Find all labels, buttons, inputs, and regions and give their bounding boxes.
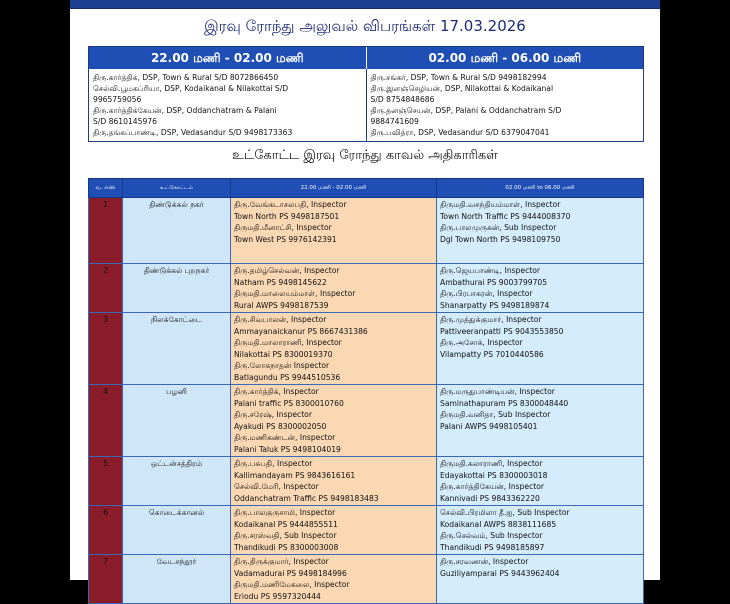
officer-line: Edayakottai PS 8300003018 (440, 470, 548, 480)
officer-line: திருமதி.மாலையம்மாள், Inspector (234, 289, 356, 298)
officer-line: திரு.லோகநாதன் Inspector (234, 361, 330, 370)
officer-line: Pattiveeranpatti PS 9043553850 (440, 326, 564, 336)
officer-line: திருமதி.மணிமேகலை, Inspector (234, 580, 350, 589)
shift-1-officer-cell (231, 385, 437, 457)
officer-line: திரு.சரஸ்வதி, Sub Inspector (234, 531, 337, 540)
shift-2-line: திரு.பவித்ரா, DSP, Vedasandur S/D 6379047041 (370, 128, 550, 137)
header-bar (70, 0, 660, 9)
officer-line: திரு.மணிகண்டன், Inspector (234, 433, 336, 442)
shift-2-line: திரு.சங்கர், DSP, Town & Rural S/D 9498182994 (370, 73, 547, 82)
officer-line: Thandikudi PS 9498185897 (440, 542, 545, 552)
shift-body (89, 69, 643, 141)
officer-line: திரு.திருக்குமார், Inspector (234, 557, 329, 566)
officer-line: Natham PS 9498145622 (234, 277, 327, 287)
subdivision-name: வேடசந்தூர் (123, 555, 231, 604)
officer-line: திருமதி.வசந்தியம்மாள், Inspector (440, 200, 561, 209)
table-row (89, 198, 644, 264)
officer-line: Kodaikanal PS 9444855511 (234, 519, 338, 529)
officer-line: Shanarpatty PS 9498189874 (440, 300, 550, 310)
table-row (89, 555, 644, 604)
officer-line: திரு.பிரபாகரன், Inspector (440, 289, 533, 298)
officer-line: Kallimandayam PS 9843616161 (234, 470, 356, 480)
shift-1-line: திரு.கார்த்திக், DSP, Town & Rural S/D 8072866450 (93, 73, 279, 82)
officer-line: Batlagundu PS 9944510536 (234, 372, 341, 382)
shift-2-officers (367, 69, 644, 141)
row-number: 5 (89, 457, 123, 506)
col-header-unit: உட்கோட்டம் (123, 179, 231, 198)
subdivision-name: திண்டுக்கல் நகர் (123, 198, 231, 264)
table-row (89, 506, 644, 555)
shift-2-officer-cell (437, 264, 644, 313)
shift-1-officer-cell (231, 198, 437, 264)
officer-line: Rural AWPS 9498187539 (234, 300, 329, 310)
table-row (89, 313, 644, 385)
officer-line: Vadamadurai PS 9498184996 (234, 568, 347, 578)
shift-2-label: 02.00 மணி - 06.00 மணி (428, 51, 582, 65)
subdivision-name: ஒட்டன்சத்திரம் (123, 457, 231, 506)
shift-1-label: 22.00 மணி - 02.00 மணி (89, 47, 367, 69)
officer-line: Palani AWPS 9498105401 (440, 421, 538, 431)
subdivision-name: திண்டுக்கல் புறநகர் (123, 264, 231, 313)
officer-line: Vilampatty PS 7010440586 (440, 349, 544, 359)
shift-2-line: திரு.தனஞ்செயன், DSP, Palani & Oddanchatram S/D (370, 106, 562, 115)
row-number: 1 (89, 198, 123, 264)
table-header-row (89, 179, 644, 198)
officer-line: Saminathapuram PS 8300048440 (440, 398, 569, 408)
patrol-table (88, 178, 644, 604)
officer-line: Ambathurai PS 9003799705 (440, 277, 548, 287)
col-header-no: வ. எண் (89, 179, 123, 198)
row-number: 2 (89, 264, 123, 313)
shift-1-officer-cell (231, 264, 437, 313)
officer-line: திருமதி.மாலாராணி, Inspector (234, 338, 342, 347)
officer-line: திரு.தமிழ்செல்வன், Inspector (234, 266, 340, 275)
officer-line: Town West PS 9976142391 (234, 234, 337, 244)
shift-2-officer-cell (437, 555, 644, 604)
table-row (89, 457, 644, 506)
shift-1-officer-cell (231, 457, 437, 506)
officer-line: Eriodu PS 9597320444 (234, 591, 321, 601)
officer-line: Ayakudi PS 8300002050 (234, 421, 327, 431)
shift-2-officer-cell (437, 457, 644, 506)
officer-line: Kannivadi PS 9843362220 (440, 493, 540, 503)
officer-line: திரு.சரவணன், Inspector (440, 557, 529, 566)
row-number: 4 (89, 385, 123, 457)
dsp-shift-box (88, 46, 644, 142)
subdivision-name: பழனி (123, 385, 231, 457)
section-subtitle: உட்கோட்ட இரவு ரோந்து காவல் அதிகாரிகள் (232, 148, 498, 163)
row-number: 3 (89, 313, 123, 385)
officer-line: Kodaikanal AWPS 8838111685 (440, 519, 557, 529)
officer-line: திரு.செல்வம், Sub Inspector (440, 531, 543, 540)
shift-1-officer-cell (231, 506, 437, 555)
shift-1-officers (89, 69, 367, 141)
officer-line: Town North PS 9498187501 (234, 211, 340, 221)
officer-line: திருமதி.மீனாட்சி, Inspector (234, 223, 332, 232)
shift-2-officer-cell (437, 313, 644, 385)
officer-line: திரு.ஜெயபாண்டி, Inspector (440, 266, 541, 275)
officer-line: Town North Traffic PS 9444008370 (440, 211, 571, 221)
officer-line: திரு.அசோக், Inspector (440, 338, 523, 347)
subdivision-name: கொடைக்கானல் (123, 506, 231, 555)
shift-1-line: 9965759056 (93, 95, 142, 104)
shift-1-line: S/D 8610145976 (93, 117, 157, 126)
row-number: 7 (89, 555, 123, 604)
officer-line: செல்வி.மேரி, Inspector (234, 482, 319, 491)
officer-line: Guziliyamparai PS 9443962404 (440, 568, 560, 578)
shift-1-officer-cell (231, 313, 437, 385)
officer-line: திரு.பாலமுருகன், Sub Inspector (440, 223, 557, 232)
page-title: இரவு ரோந்து அலுவல் விபரங்கள் 17.03.2026 (204, 17, 526, 35)
shift-header (89, 47, 643, 69)
shift-1-line: திரு.தங்கப்பாண்டி, DSP, Vedasandur S/D 9498173363 (93, 128, 293, 137)
subdivision-name: நிலக்கோட்டை (123, 313, 231, 385)
officer-line: Ammayanaickanur PS 8667431386 (234, 326, 368, 336)
officer-line: திரு.முத்துக்குமார், Inspector (440, 315, 542, 324)
officer-line: Palani traffic PS 8300010760 (234, 398, 344, 408)
table-row (89, 385, 644, 457)
shift-1-line: செல்வி.பூமகப்ரியா, DSP, Kodaikanal & Nilakottai S/D (93, 84, 289, 93)
officer-line: திரு.கார்த்திகேயன், Inspector (440, 482, 545, 491)
document-page (70, 0, 660, 601)
officer-line: திரு.பாலகுருசாமி, Inspector (234, 508, 336, 517)
shift-2-line: 9884741609 (370, 117, 419, 126)
officer-line: திரு.சரேஷ், Inspector (234, 410, 312, 419)
officer-line: Nilakottai PS 8300019370 (234, 349, 333, 359)
officer-line: Palani Taluk PS 9498104019 (234, 444, 341, 454)
shift-2-line: S/D 8754848686 (370, 95, 435, 104)
officer-line: திருமதி.கலாராணி, Inspector (440, 459, 543, 468)
officer-line: திருமதி.வனிதா, Sub Inspector (440, 410, 551, 419)
shift-2-line: திரு.இளஞ்செழியன், DSP, Nilakottai & Kodaikanal (370, 84, 554, 93)
col-header-shift-1: 22.00 மணி - 02.00 மணி (231, 179, 437, 198)
table-row (89, 264, 644, 313)
shift-1-officer-cell (231, 555, 437, 604)
officer-line: திரு.சிவபாலன், Inspector (234, 315, 327, 324)
shift-2-officer-cell (437, 198, 644, 264)
shift-2-officer-cell (437, 385, 644, 457)
officer-line: Dgl Town North PS 9498109750 (440, 234, 561, 244)
shift-2-officer-cell (437, 506, 644, 555)
officer-line: Oddanchatram Traffic PS 9498183483 (234, 493, 379, 503)
officer-line: Thandikudi PS 8300003008 (234, 542, 339, 552)
officer-line: திரு.மருதுபாண்டியன், Inspector (440, 387, 555, 396)
officer-line: செல்வி.பிரமிளா தீ.ஐ, Sub Inspector (440, 508, 570, 517)
officer-line: திரு.பசுபதி, Inspector (234, 459, 313, 468)
row-number: 6 (89, 506, 123, 555)
officer-line: திரு.கார்த்திக், Inspector (234, 387, 319, 396)
col-header-shift-2: 02.00 மணி to 06.00 மணி (437, 179, 644, 198)
officer-line: திரு.வேங்கடாசலபதி, Inspector (234, 200, 347, 209)
shift-1-line: திரு.கார்த்திக்கேயன், DSP, Oddanchatram & Palani (93, 106, 277, 115)
